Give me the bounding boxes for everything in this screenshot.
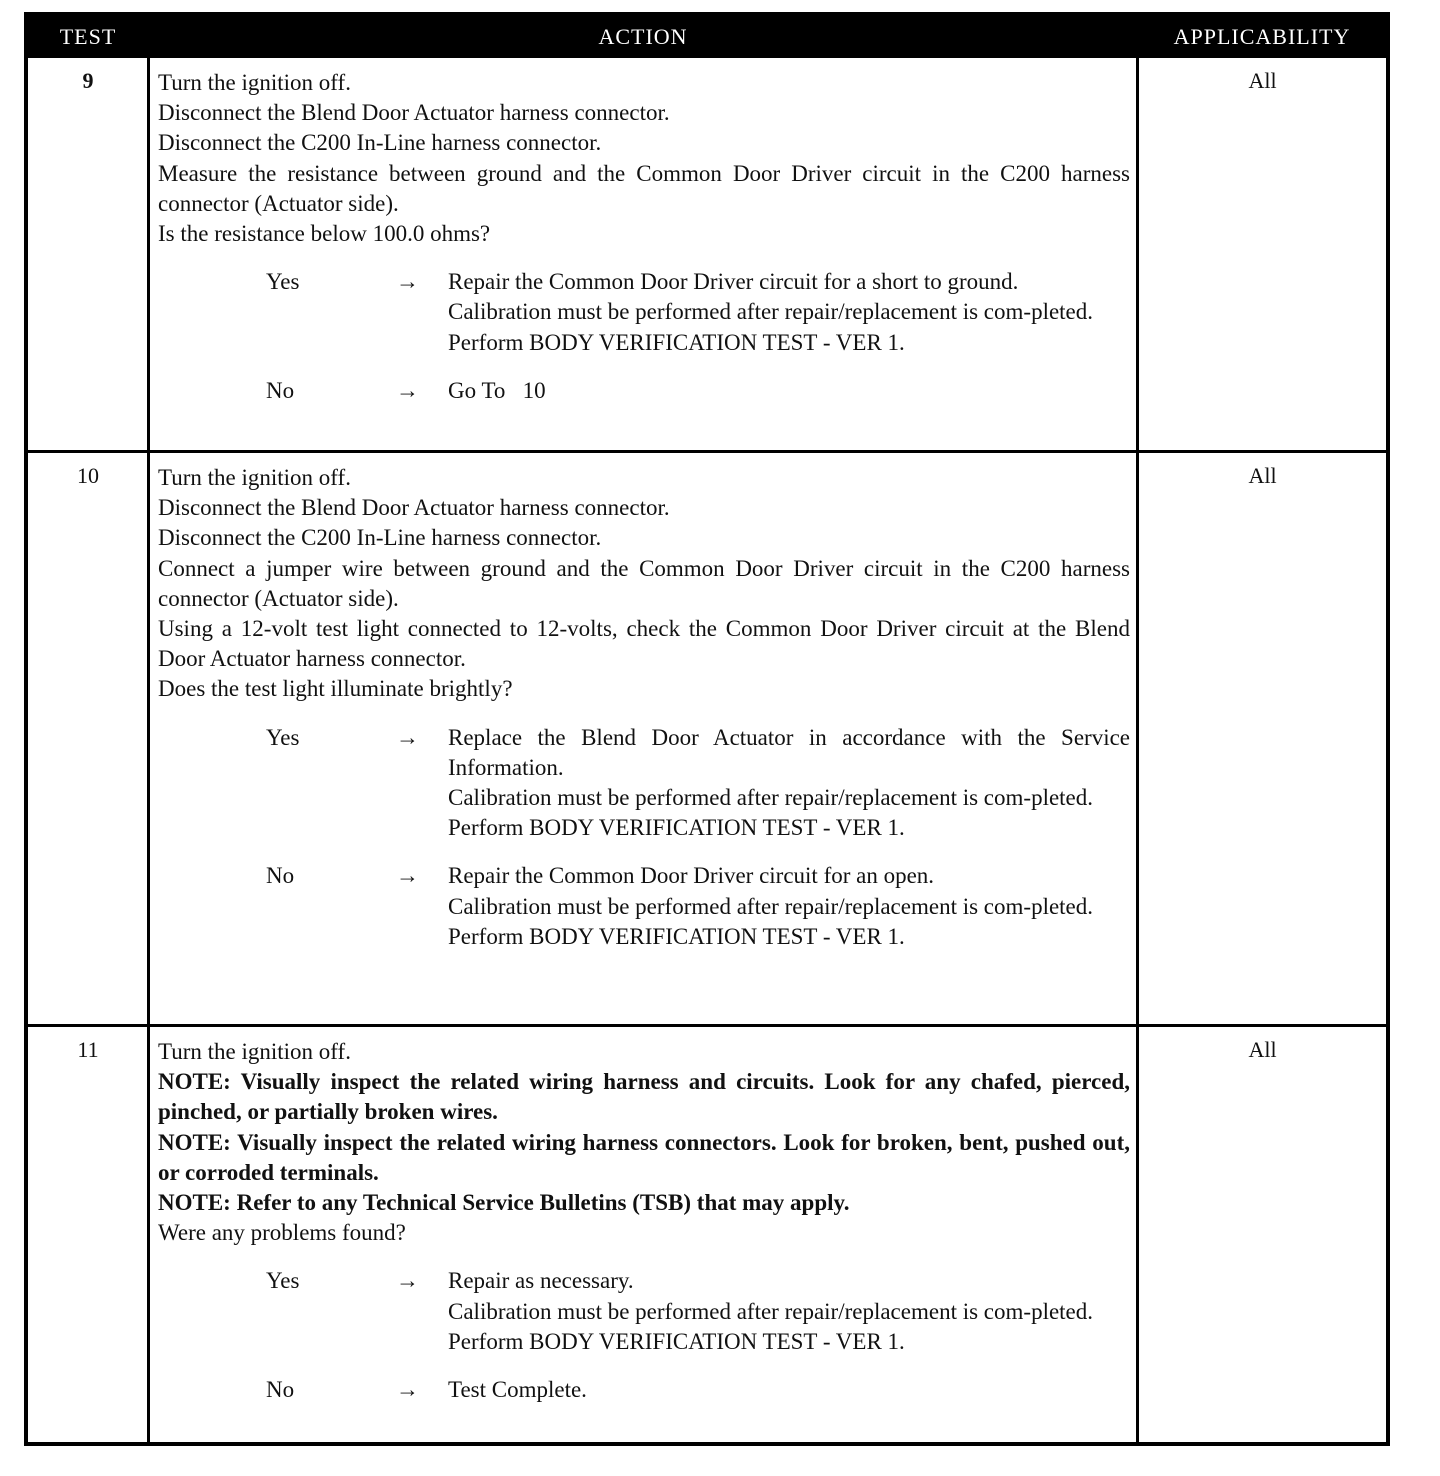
no-label: No — [266, 377, 295, 403]
yes-line: Repair the Common Door Driver circuit for a short to ground. — [448, 269, 1019, 295]
no-branch — [158, 861, 1130, 952]
no-branch — [158, 1375, 1130, 1405]
header-test: TEST — [59, 24, 117, 49]
test-number: 10 — [77, 463, 99, 488]
column-divider — [1136, 58, 1139, 1442]
column-divider — [147, 58, 150, 1442]
yes-branch — [158, 723, 1130, 844]
step: Disconnect the C200 In-Line harness connector. — [158, 130, 602, 156]
yes-line: Calibration must be performed after repair/replacement is com-pleted. — [448, 785, 1094, 811]
yes-branch — [158, 267, 1130, 358]
no-label: No — [266, 863, 295, 889]
header-applicability: APPLICABILITY — [1173, 24, 1351, 49]
step: Disconnect the Blend Door Actuator harness connector. — [158, 495, 670, 521]
table-row-test-10 — [28, 450, 1386, 1024]
step: Using a 12-volt test light connected to 12-volts, check the Common Door Driver circuit at the Blend Door Actuator harness connector. — [158, 616, 1130, 672]
yes-line: Repair as necessary. — [448, 1268, 634, 1294]
step: Turn the ignition off. — [158, 70, 351, 95]
table-row-test-11 — [28, 1024, 1386, 1442]
step: Connect a jumper wire between ground and the Common Door Driver circuit in the C200 harness connector (Actuator side). — [158, 555, 1130, 611]
yes-branch — [158, 1266, 1130, 1357]
no-line: Perform BODY VERIFICATION TEST - VER 1. — [448, 923, 905, 949]
step: Disconnect the C200 In-Line harness connector. — [158, 525, 602, 551]
yes-line: Calibration must be performed after repair/replacement is com-pleted. — [448, 299, 1094, 325]
question: Does the test light illuminate brightly? — [158, 676, 513, 702]
diagnostic-test-table — [24, 12, 1390, 1446]
action-cell — [158, 463, 1130, 952]
arrow-right-icon: → — [396, 1377, 419, 1403]
yes-line: Calibration must be performed after repair/replacement is com-pleted. — [448, 1298, 1094, 1324]
yes-line: Perform BODY VERIFICATION TEST - VER 1. — [448, 815, 905, 841]
test-number: 11 — [77, 1037, 99, 1062]
arrow-right-icon: → — [396, 724, 419, 750]
arrow-right-icon: → — [396, 1268, 419, 1294]
action-cell — [158, 1037, 1130, 1405]
no-label: No — [266, 1377, 295, 1403]
note: NOTE: Visually inspect the related wiring harness connectors. Look for broken, bent, pushed out, or corroded terminals. — [158, 1129, 1130, 1185]
applicability: All — [1248, 463, 1277, 488]
step: Disconnect the Blend Door Actuator harness connector. — [158, 100, 670, 126]
question: Were any problems found? — [158, 1220, 406, 1246]
note: NOTE: Visually inspect the related wiring harness and circuits. Look for any chafed, pierced, pinched, or partially broken wires. — [158, 1069, 1130, 1125]
note: NOTE: Refer to any Technical Service Bulletins (TSB) that may apply. — [158, 1190, 850, 1216]
applicability: All — [1248, 68, 1277, 93]
arrow-right-icon: → — [396, 377, 419, 403]
question: Is the resistance below 100.0 ohms? — [158, 221, 491, 247]
yes-line: Replace the Blend Door Actuator in accordance with the Service Information. — [448, 724, 1130, 780]
action-cell — [158, 68, 1130, 406]
test-number: 9 — [82, 68, 94, 93]
header-action: ACTION — [598, 24, 688, 49]
yes-label: Yes — [266, 1268, 300, 1294]
table-row-test-9 — [28, 58, 1386, 450]
yes-label: Yes — [266, 269, 300, 295]
arrow-right-icon: → — [396, 269, 419, 295]
no-line: Test Complete. — [448, 1377, 587, 1403]
step: Measure the resistance between ground and the Common Door Driver circuit in the C200 harness connector (Actuator side). — [158, 160, 1130, 216]
no-line: Go To 10 — [448, 377, 546, 403]
no-branch — [158, 376, 1130, 406]
step: Turn the ignition off. — [158, 1039, 351, 1064]
arrow-right-icon: → — [396, 863, 419, 889]
step: Turn the ignition off. — [158, 465, 351, 490]
yes-line: Perform BODY VERIFICATION TEST - VER 1. — [448, 329, 905, 355]
yes-line: Perform BODY VERIFICATION TEST - VER 1. — [448, 1328, 905, 1354]
applicability: All — [1248, 1037, 1277, 1062]
no-line: Repair the Common Door Driver circuit for an open. — [448, 863, 935, 889]
yes-label: Yes — [266, 724, 300, 750]
table-header — [28, 16, 1386, 58]
no-line: Calibration must be performed after repair/replacement is com-pleted. — [448, 893, 1094, 919]
